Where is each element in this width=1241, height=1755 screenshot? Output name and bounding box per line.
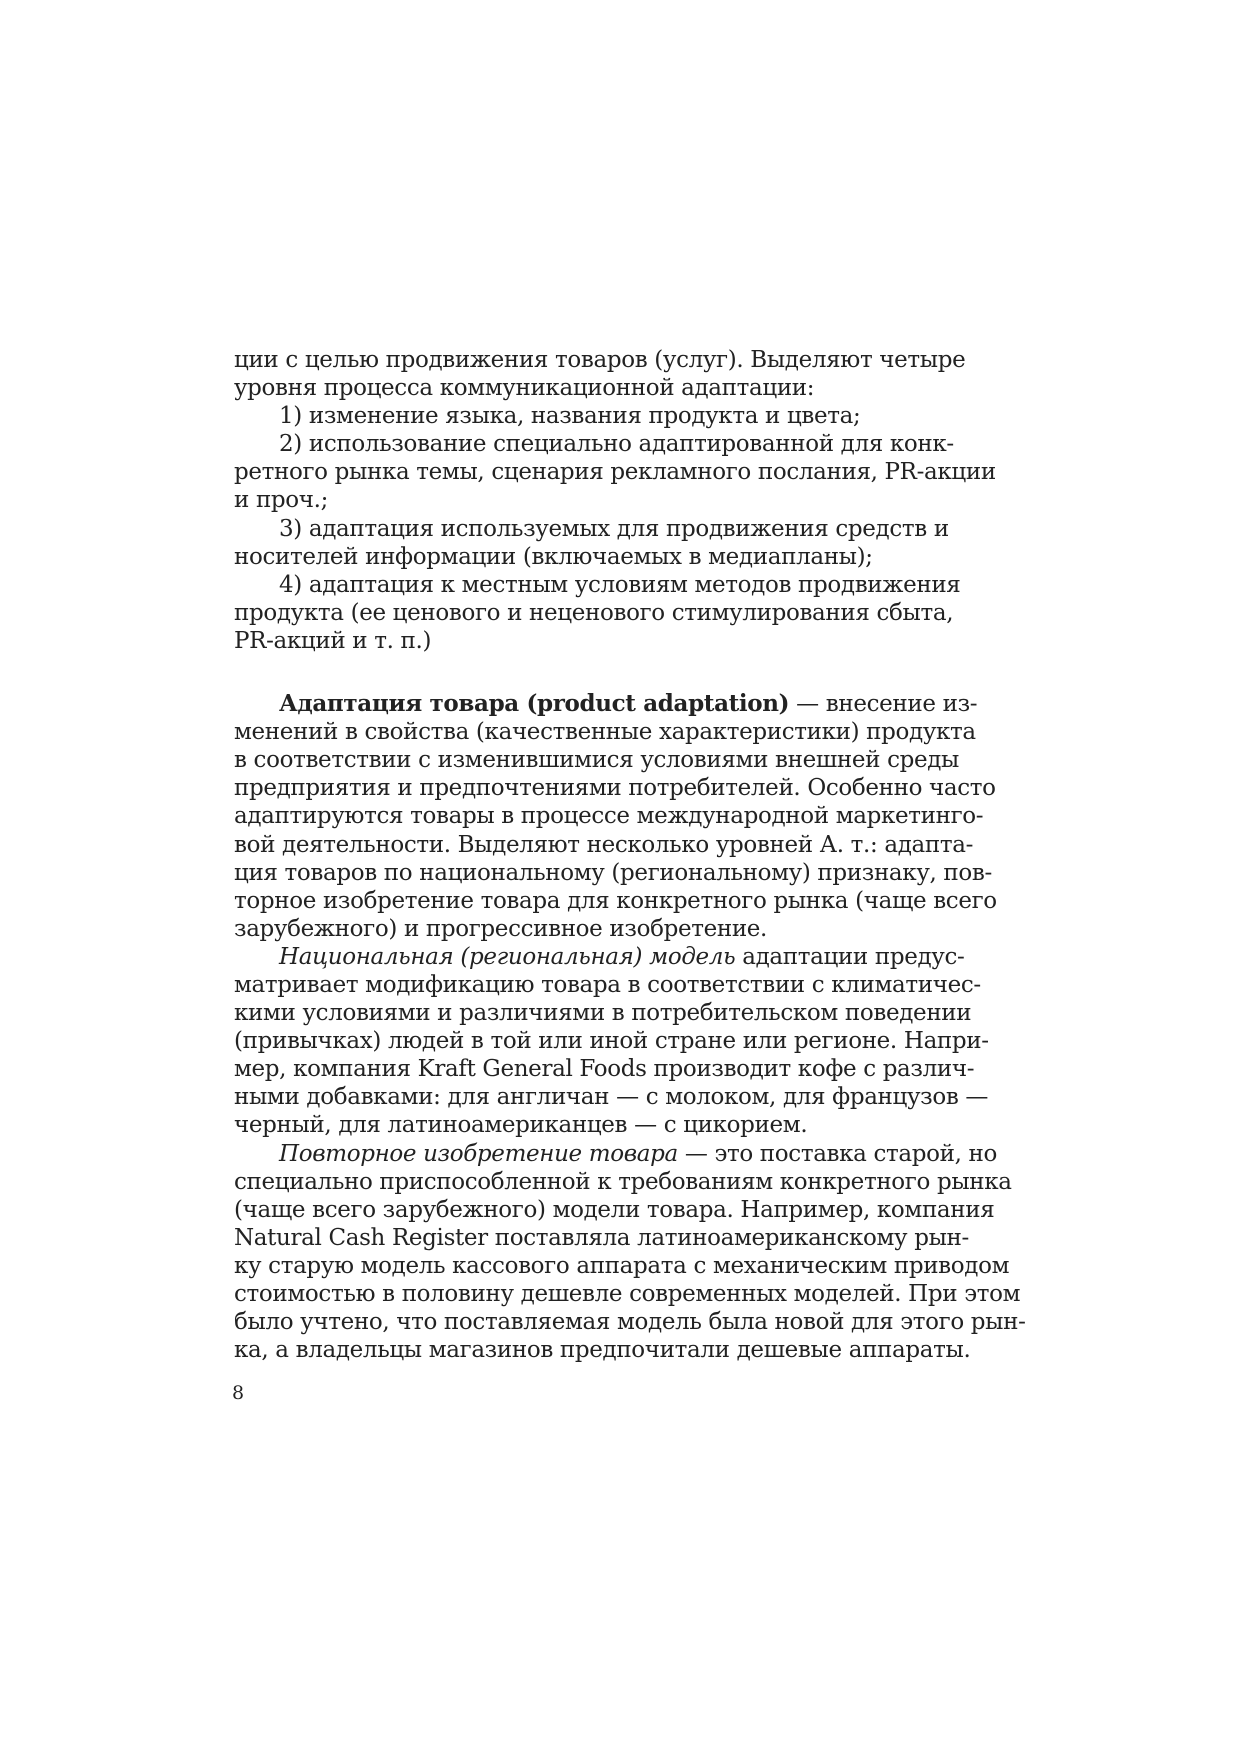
list-item-line: носителей информации (включаемых в медиапланы); — [234, 543, 873, 570]
entry-first-line — [234, 690, 978, 718]
list-item: 4) адаптация к местным условиям методов продвижения — [279, 571, 961, 598]
paragraph-line: матривает модификацию товара в соответствии с климатичес- — [234, 971, 981, 998]
list-item: 3) адаптация используемых для продвижения средств и — [279, 515, 949, 542]
entry-definition-start: — внесение из- — [789, 691, 978, 718]
list-item-line: PR-акций и т. п.) — [234, 627, 432, 654]
page-number: 8 — [232, 1382, 245, 1404]
list-item: 2) использование специально адаптированной для конк- — [279, 431, 954, 458]
paragraph-line: черный, для латиноамериканцев — с цикорием. — [234, 1112, 808, 1139]
list-item: 1) изменение языка, названия продукта и цвета; — [279, 403, 861, 430]
paragraph-line: предприятия и предпочтениями потребителей. Особенно часто — [234, 775, 996, 802]
paragraph-line: кими условиями и различиями в потребительском поведении — [234, 1000, 972, 1027]
paragraph-line: уровня процесса коммуникационной адаптации: — [234, 375, 815, 402]
paragraph-line: мер, компания Kraft General Foods производит кофе с различ- — [234, 1056, 975, 1083]
paragraph-line: торное изобретение товара для конкретного рынка (чаще всего — [234, 887, 997, 914]
paragraph-line: адаптируются товары в процессе международной маркетинго- — [234, 803, 984, 830]
paragraph-line: (чаще всего зарубежного) модели товара. Например, компания — [234, 1196, 995, 1223]
paragraph-line: ными добавками: для англичан — с молоком, для французов — — [234, 1084, 989, 1111]
paragraph-line: специально приспособленной к требованиям конкретного рынка — [234, 1168, 1012, 1195]
paragraph-line: Natural Cash Register поставляла латиноамериканскому рын- — [234, 1224, 969, 1251]
paragraph-line: стоимостью в половину дешевле современных моделей. При этом — [234, 1281, 1021, 1307]
paragraph-line: (привычках) людей в той или иной стране или регионе. Напри- — [234, 1028, 989, 1055]
paragraph-text: адаптации предус- — [735, 943, 965, 970]
italic-term: Повторное изобретение товара — [279, 1140, 678, 1167]
list-item-line: и проч.; — [234, 487, 329, 514]
paragraph-line: ция товаров по национальному (региональному) признаку, пов- — [234, 859, 992, 886]
section-gap — [234, 655, 934, 690]
paragraph-line: ции с целью продвижения товаров (услуг). Выделяют четыре — [234, 347, 966, 373]
list-item-line: ретного рынка темы, сценария рекламного послания, PR-акции — [234, 459, 996, 486]
paragraph-line: ку старую модель кассового аппарата с механическим приводом — [234, 1252, 1010, 1279]
paragraph-line: ка, а владельцы магазинов предпочитали дешевые аппараты. — [234, 1337, 971, 1364]
paragraph-line: было учтено, что поставляемая модель была новой для этого рын- — [234, 1309, 1026, 1336]
body-text — [234, 346, 1026, 1364]
italic-term: Национальная (региональная) модель — [279, 943, 736, 970]
paragraph-line: зарубежного) и прогрессивное изобретение. — [234, 915, 768, 942]
paragraph-line: менений в свойства (качественные характеристики) продукта — [234, 719, 976, 746]
paragraph-line: в соответствии с изменившимися условиями внешней среды — [234, 747, 960, 774]
paragraph-first-line — [234, 943, 965, 971]
list-item-line: продукта (ее ценового и неценового стимулирования сбыта, — [234, 599, 954, 626]
paragraph-text: — это поставка старой, но — [677, 1140, 998, 1167]
paragraph-line: вой деятельности. Выделяют несколько уровней А. т.: адапта- — [234, 831, 974, 858]
entry-term: Адаптация товара (product adaptation) — [279, 690, 790, 718]
paragraph-first-line — [234, 1140, 998, 1168]
